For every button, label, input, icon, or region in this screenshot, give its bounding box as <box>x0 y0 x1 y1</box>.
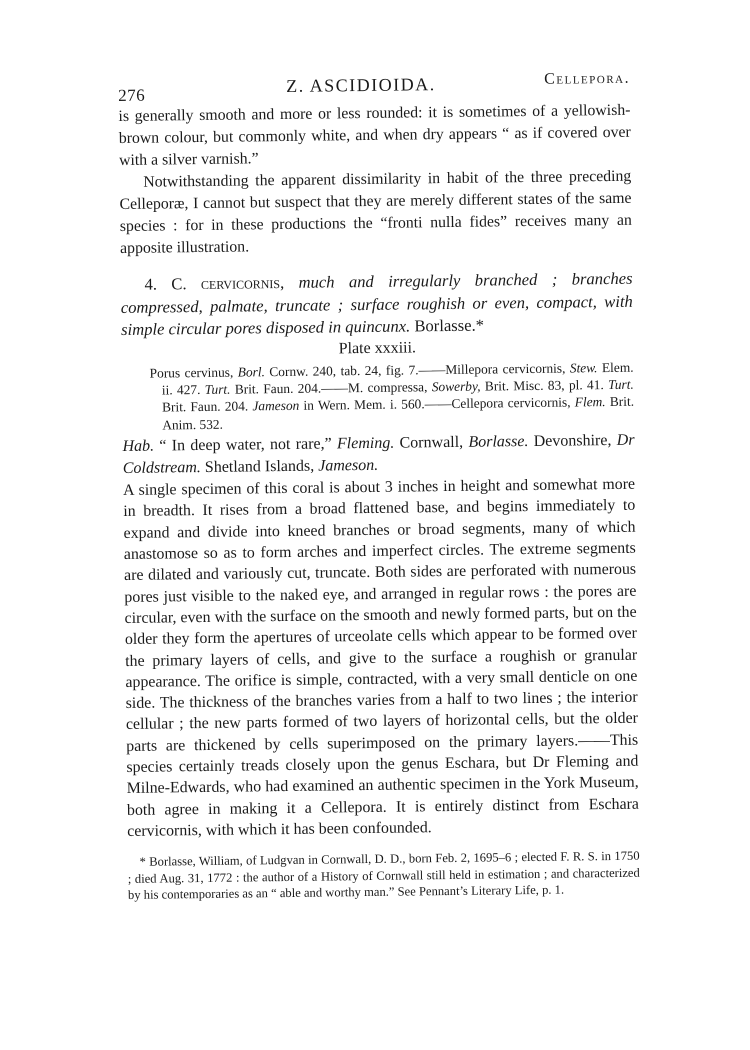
synonym-author: Turt. <box>607 376 634 392</box>
synonym-text: Cornw. 240, tab. 24, fig. 7.——Millepora cervicornis, <box>269 360 566 379</box>
synonym-author: Flem. <box>574 394 606 410</box>
habitat-label: Hab. <box>122 437 155 456</box>
species-diagnosis <box>120 268 633 342</box>
synonym-text: Porus cervinus, <box>149 364 234 381</box>
habitat <box>122 430 634 480</box>
running-title: Z. ASCIDIOIDA. <box>286 74 436 96</box>
synonymy <box>122 358 635 434</box>
synonym-text: in Wern. Mem. i. 560.——Cellepora cervicornis, <box>303 394 571 414</box>
habitat-source: Borlasse. <box>468 433 529 451</box>
habitat-source: Jameson. <box>318 456 379 475</box>
synonym-text: Brit. Faun. 204.——M. compressa, <box>234 379 428 397</box>
synonym-author: Stew. <box>569 359 598 376</box>
habitat-locality: Devonshire, <box>533 432 612 451</box>
synonym-text: Brit. Misc. 83, pl. 41. <box>484 376 604 394</box>
description-paragraph: A single specimen of this coral is about 3 inches in height and somewhat more in breadth. It rises from a broad flattened base, and begins immediately to expand and divide into kneed branches or broad segments, many of which anastomose so as to form arches and imperfect circles. The extreme segments are dilated and variously cut, truncate. Both sides are perforated with numerous pores just visible to the naked eye, and arranged in regular rows : the pores are circular, even with the surface on the smooth and newly formed parts, but on the older they form the apertures of urceolate cells which appear to be formed over the primary layers of cells, and give to the surface a roughish or granular appearance. The orifice is simple, contracted, with a very small denticle on one side. The thickness of the branches varies from a half to two lines ; the interior cellular ; the new parts formed of two layers of horizontal cells, but the older parts are thickened by cells superimposed on the primary layers.——This species certainly treads closely upon the genus Eschara, but Dr Fleming and Milne-Edwards, who had examined an authentic specimen in the York Museum, both agree in making it a Cellepora. It is entirely distinct from Eschara cervicornis, with which it has been confounded. <box>122 475 640 840</box>
habitat-locality: Cornwall, <box>399 433 464 452</box>
synonym-author: Turt. <box>204 381 231 397</box>
page-number: 276 <box>118 85 146 105</box>
synonym-author: Sowerby, <box>431 378 481 395</box>
habitat-quote: “ In deep water, not rare,” <box>159 435 332 455</box>
habitat-locality: Shetland Islands, <box>204 457 315 477</box>
species-number: 4. C. <box>144 274 187 294</box>
genus-heading: Cellepora. <box>544 69 631 88</box>
footnote: * Borlasse, William, of Ludgvan in Cornwall, D. D., born Feb. 2, 1695–6 ; elected F. R. S. in 1750 ; died Aug. 31, 1772 : the author of a History of Cornwall still held in estimation ; and characterized by his contemporaries as an “ able and worthy man.” See Pennant’s Literary Life, p. 1. <box>127 848 640 903</box>
species-description: much and irregularly branched ; branches compressed, palmate, truncate ; surface roughish or even, compact, with simple circular pores disposed in quincunx. <box>120 268 633 339</box>
synonym-author: Jameson <box>252 398 300 414</box>
synonym-author: Borl. <box>237 363 265 380</box>
paragraph-notwithstanding: Notwithstanding the apparent dissimilarity in habit of the three preceding Celleporæ, I cannot but suspect that they are merely different states of the same species : for in these productions the “fronti nulla fides” receives many an apposite illustration. <box>119 167 632 257</box>
synonym-text: Brit. Faun. 204. <box>161 398 249 415</box>
book-page <box>118 70 640 904</box>
synonym-text: Elem. ii. 427. <box>161 359 634 398</box>
synonym-text: Brit. Anim. 532. <box>162 394 635 433</box>
paragraph-continued: is generally smooth and more or less rounded: it is sometimes of a yellowish-brown colour, but commonly white, and when dry appears “ as if covered over with a silver varnish.” <box>118 101 631 169</box>
species-name: cervicornis, <box>200 272 285 294</box>
habitat-source: Dr Coldstream. <box>122 431 635 478</box>
running-header <box>118 70 630 106</box>
habitat-source: Fleming. <box>336 434 395 453</box>
species-authority: Borlasse.* <box>414 315 485 336</box>
plate-reference: Plate xxxiii. <box>338 338 417 357</box>
